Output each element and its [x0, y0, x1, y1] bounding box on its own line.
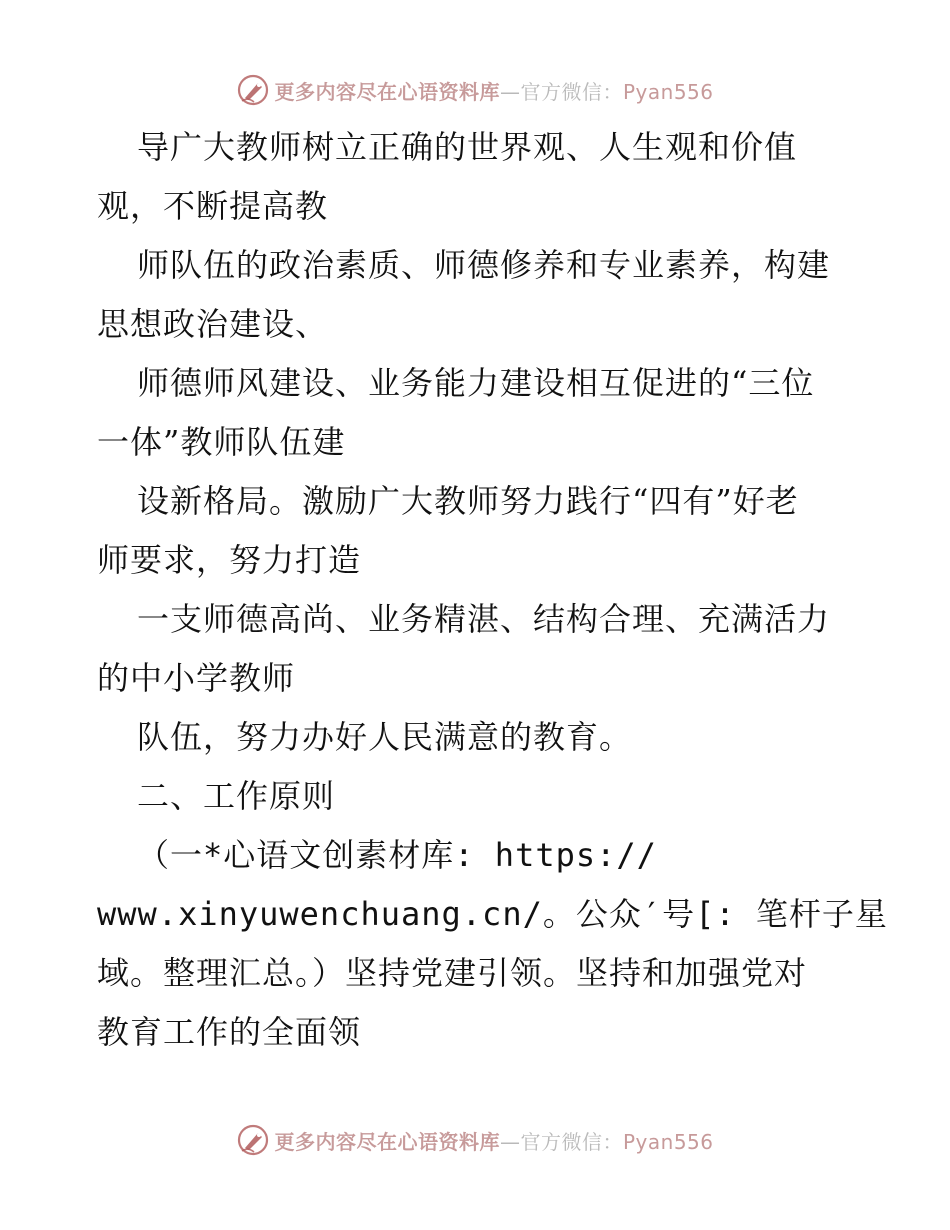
- watermark-official: 官方微信：: [520, 79, 623, 104]
- section-heading: 二、工作原则: [137, 777, 336, 815]
- watermark-text: [274, 76, 713, 105]
- body-line: 师队伍的政治素质、师德修养和专业素养，构建: [137, 246, 831, 284]
- watermark-brand: 更多内容尽在心语资料库: [274, 1129, 500, 1154]
- body-line: 思想政治建设、: [97, 305, 329, 343]
- watermark-text: [274, 1126, 713, 1155]
- watermark-dash: —: [499, 79, 521, 104]
- watermark-dash: —: [499, 1129, 521, 1154]
- watermark-official: 官方微信：: [520, 1129, 623, 1154]
- body-line: 一支师德高尚、业务精湛、结构合理、充满活力: [137, 600, 831, 638]
- body-line: （一*心语文创素材库: https://: [137, 836, 657, 874]
- pen-nib-logo-icon: [236, 73, 270, 107]
- footer-watermark: [0, 1120, 950, 1160]
- body-line: 设新格局。激励广大教师努力践行“四有”好老: [137, 482, 799, 520]
- watermark-wechat-id: Pyan556: [622, 1129, 714, 1154]
- body-line: 观，不断提高教: [97, 187, 329, 225]
- watermark-wechat-id: Pyan556: [622, 79, 714, 104]
- document-body: [97, 118, 888, 1062]
- body-line: 的中小学教师: [97, 659, 296, 697]
- watermark-brand: 更多内容尽在心语资料库: [274, 79, 500, 104]
- body-line: 师德师风建设、业务能力建设相互促进的“三位: [137, 364, 815, 402]
- body-line: 教育工作的全面领: [97, 1013, 362, 1051]
- body-line: 师要求，努力打造: [97, 541, 362, 579]
- body-line: 域。整理汇总。）坚持党建引领。坚持和加强党对: [97, 954, 808, 992]
- header-watermark: [0, 70, 950, 110]
- body-line: 队伍，努力办好人民满意的教育。: [137, 718, 633, 756]
- body-line: 一体”教师队伍建: [97, 423, 346, 461]
- body-line: www.xinyuwenchuang.cn/。公众′号[: 笔杆子星: [97, 895, 888, 933]
- pen-nib-logo-icon: [236, 1123, 270, 1157]
- body-line: 导广大教师树立正确的世界观、人生观和价值: [137, 128, 798, 166]
